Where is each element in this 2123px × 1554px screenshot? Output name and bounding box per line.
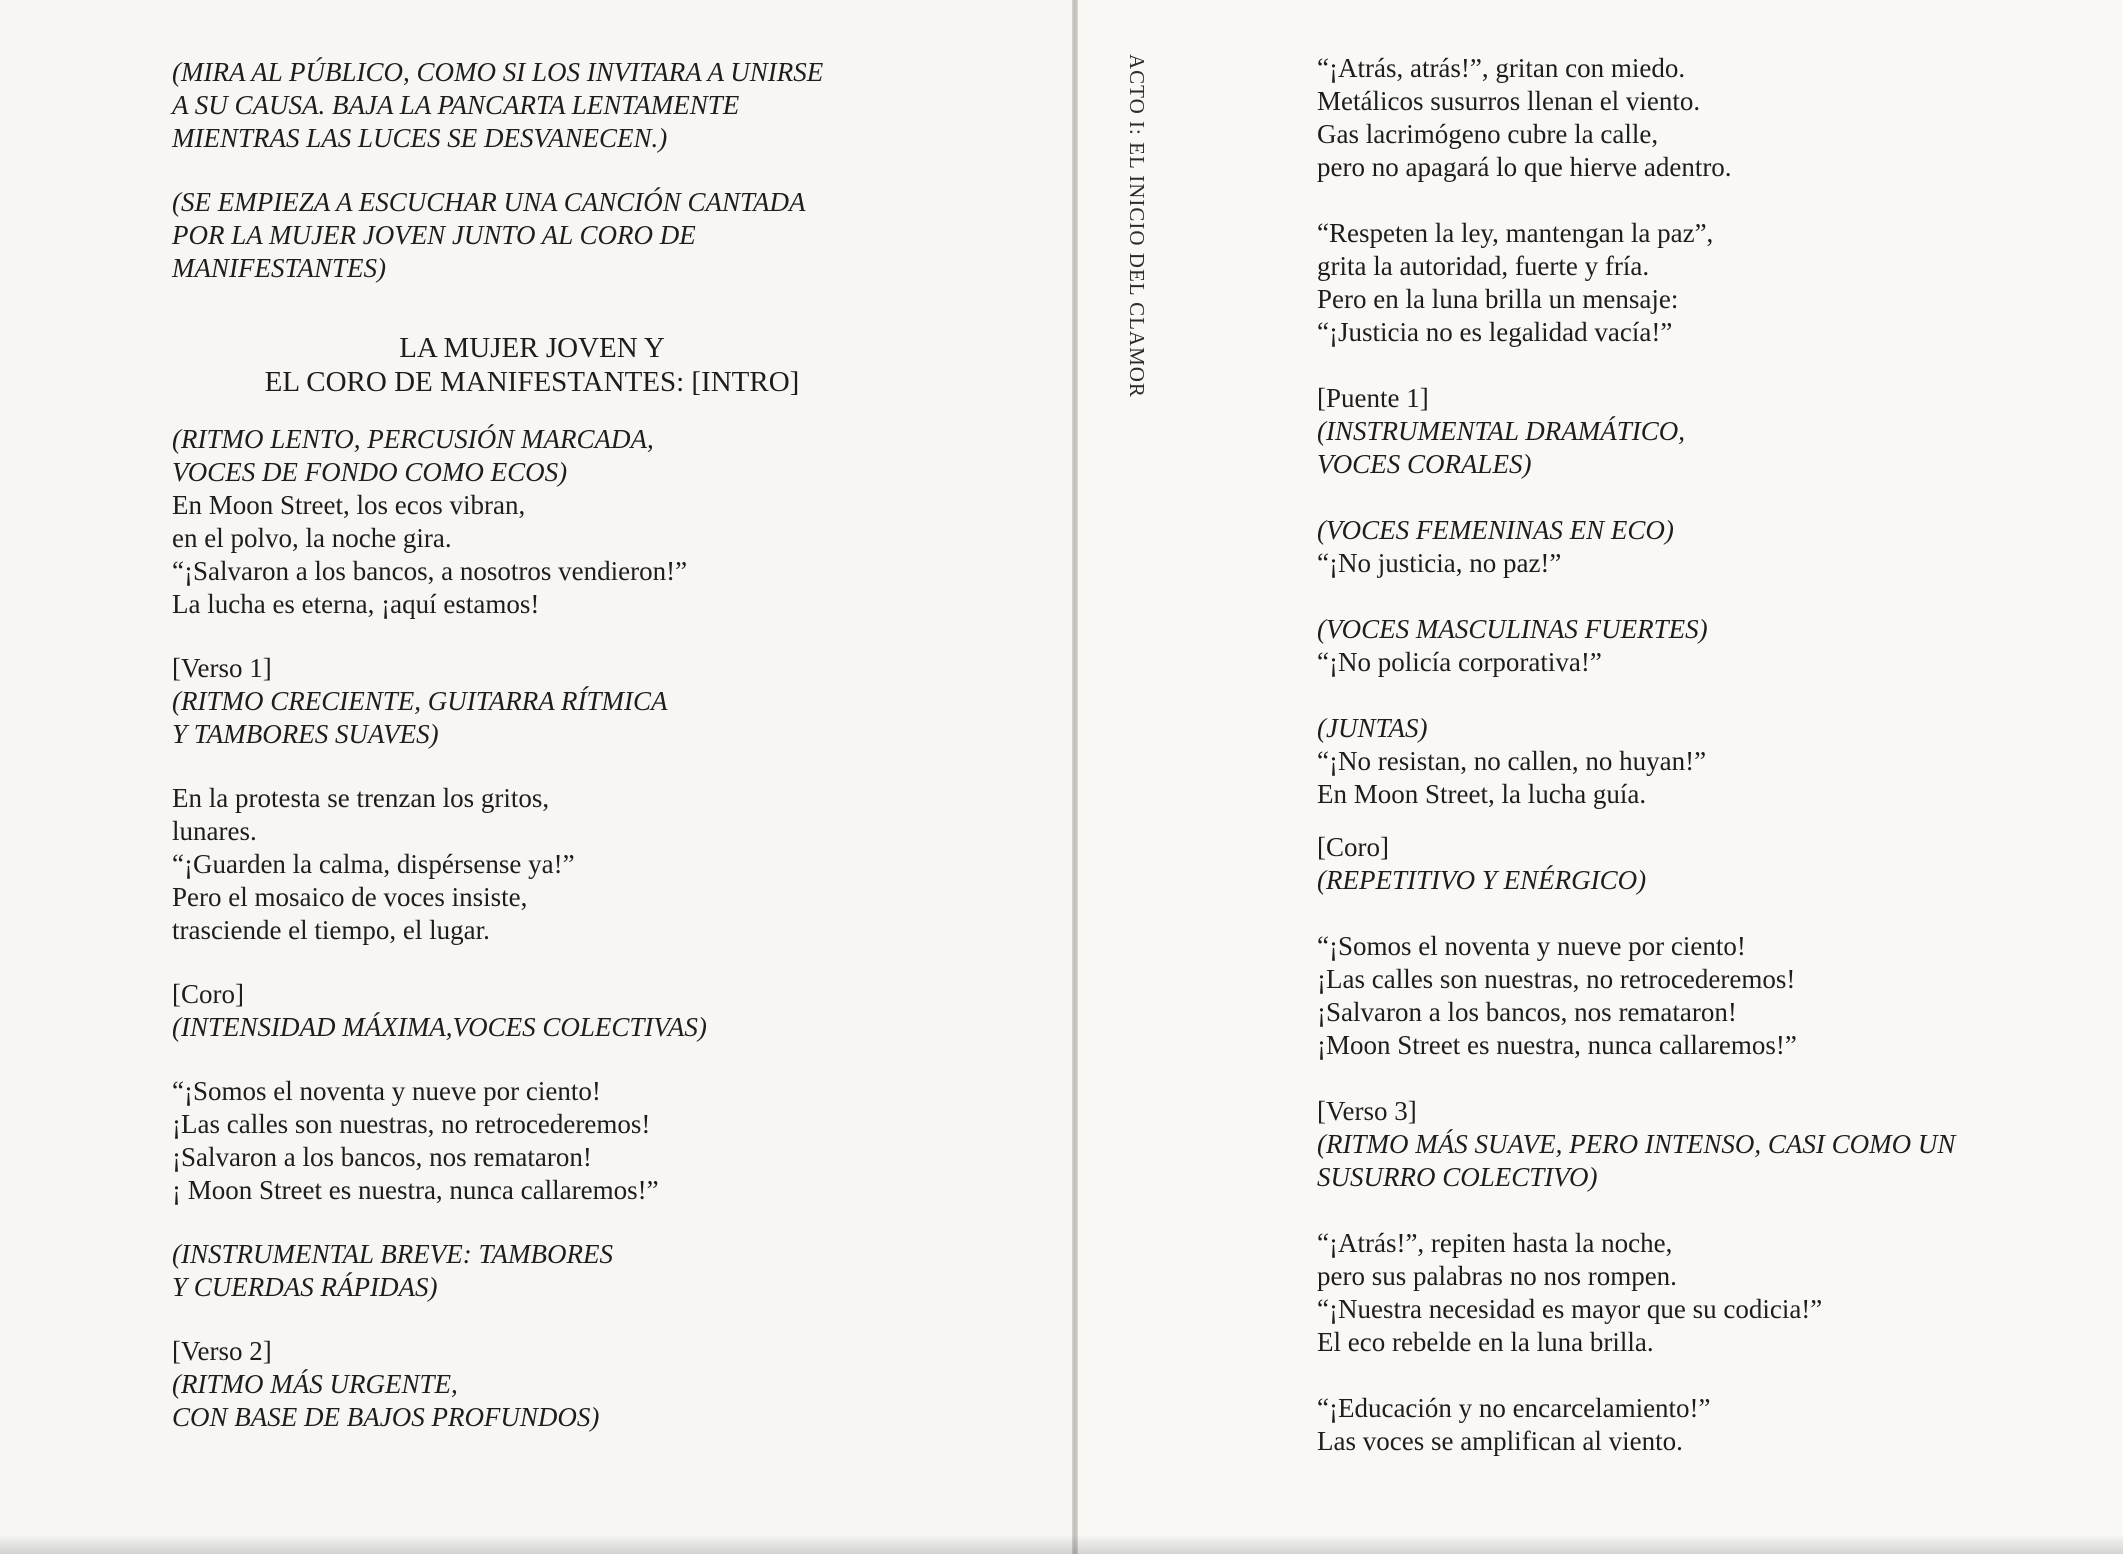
chorus-block <box>172 1075 1032 1207</box>
call-block <box>1317 514 2107 580</box>
left-text-column <box>172 56 1032 1465</box>
lyric-line: Metálicos susurros llenan el viento. <box>1317 86 1701 116</box>
direction-line: (VOCES FEMENINAS EN ECO) <box>1317 515 1674 545</box>
section-header <box>172 978 1032 1044</box>
stage-direction <box>172 56 1032 155</box>
text-line: POR LA MUJER JOVEN JUNTO AL CORO DE <box>172 220 696 250</box>
lyric-line: “¡Salvaron a los bancos, a nosotros vendieron!” <box>172 556 688 586</box>
section-heading: [Verso 2] <box>172 1336 272 1366</box>
direction-line: (RITMO CRECIENTE, GUITARRA RÍTMICA <box>172 686 668 716</box>
lyric-line: Pero el mosaico de voces insiste, <box>172 882 528 912</box>
lyric-line: ¡Salvaron a los bancos, nos remataron! <box>172 1142 592 1172</box>
direction-line: VOCES DE FONDO COMO ECOS) <box>172 457 568 487</box>
lyric-line: “¡No resistan, no callen, no huyan!” <box>1317 746 1707 776</box>
lyric-line: “¡Atrás!”, repiten hasta la noche, <box>1317 1228 1673 1258</box>
lyric-line: La lucha es eterna, ¡aquí estamos! <box>172 589 540 619</box>
page-edge-shadow <box>0 1534 2123 1554</box>
section-heading: [Puente 1] <box>1317 383 1429 413</box>
lyric-line: grita la autoridad, fuerte y fría. <box>1317 251 1650 281</box>
section-header <box>172 652 1032 751</box>
direction-line: Y TAMBORES SUAVES) <box>172 719 439 749</box>
section-heading: [Coro] <box>172 979 244 1009</box>
lyric-line: lunares. <box>172 816 257 846</box>
lyric-line: ¡Salvaron a los bancos, nos remataron! <box>1317 997 1737 1027</box>
section-heading: [Coro] <box>1317 832 1389 862</box>
title-line: LA MUJER JOVEN Y <box>399 332 665 364</box>
verse-block <box>1317 217 2107 349</box>
stage-direction <box>172 1238 1032 1304</box>
chorus-block <box>1317 930 2107 1062</box>
verse-block <box>172 423 1032 621</box>
lyric-line: “¡Guarden la calma, dispérsense ya!” <box>172 849 575 879</box>
direction-line: SUSURRO COLECTIVO) <box>1317 1162 1598 1192</box>
lyric-line: En Moon Street, la lucha guía. <box>1317 779 1647 809</box>
text-line: Y CUERDAS RÁPIDAS) <box>172 1272 438 1302</box>
direction-line: CON BASE DE BAJOS PROFUNDOS) <box>172 1402 600 1432</box>
lyric-line: ¡ Moon Street es nuestra, nunca callaremos!” <box>172 1175 659 1205</box>
section-heading: [Verso 3] <box>1317 1096 1417 1126</box>
direction-line: (RITMO MÁS SUAVE, PERO INTENSO, CASI COMO UN <box>1317 1129 1956 1159</box>
direction-line: (RITMO MÁS URGENTE, <box>172 1369 458 1399</box>
lyric-line: Gas lacrimógeno cubre la calle, <box>1317 119 1659 149</box>
lyric-line: “¡Educación y no encarcelamiento!” <box>1317 1393 1711 1423</box>
right-text-column <box>1317 52 2107 1491</box>
lyric-line: Pero en la luna brilla un mensaje: <box>1317 284 1679 314</box>
stage-direction <box>172 186 1032 285</box>
section-header <box>1317 1095 2107 1194</box>
section-heading: [Verso 1] <box>172 653 272 683</box>
verse-block <box>1317 1392 2107 1458</box>
text-line: (SE EMPIEZA A ESCUCHAR UNA CANCIÓN CANTADA <box>172 187 806 217</box>
section-header <box>1317 382 2107 481</box>
section-header <box>172 1335 1032 1434</box>
call-block <box>1317 712 2107 811</box>
direction-line: (VOCES MASCULINAS FUERTES) <box>1317 614 1708 644</box>
verse-block <box>172 782 1032 947</box>
song-title <box>172 331 892 399</box>
direction-line: (REPETITIVO Y ENÉRGICO) <box>1317 865 1647 895</box>
direction-line: (INSTRUMENTAL DRAMÁTICO, <box>1317 416 1686 446</box>
lyric-line: “¡Atrás, atrás!”, gritan con miedo. <box>1317 53 1686 83</box>
text-line: (MIRA AL PÚBLICO, COMO SI LOS INVITARA A UNIRSE <box>172 57 824 87</box>
text-line: MANIFESTANTES) <box>172 253 386 283</box>
lyric-line: “¡Justicia no es legalidad vacía!” <box>1317 317 1673 347</box>
text-line: MIENTRAS LAS LUCES SE DESVANECEN.) <box>172 123 668 153</box>
lyric-line: “¡Somos el noventa y nueve por ciento! <box>1317 931 1746 961</box>
direction-line: VOCES CORALES) <box>1317 449 1532 479</box>
lyric-line: Las voces se amplifican al viento. <box>1317 1426 1683 1456</box>
lyric-line: “¡Nuestra necesidad es mayor que su codicia!” <box>1317 1294 1823 1324</box>
lyric-line: En Moon Street, los ecos vibran, <box>172 490 526 520</box>
lyric-line: en el polvo, la noche gira. <box>172 523 452 553</box>
direction-line: (JUNTAS) <box>1317 713 1428 743</box>
lyric-line: trasciende el tiempo, el lugar. <box>172 915 490 945</box>
lyric-line: “¡No policía corporativa!” <box>1317 647 1602 677</box>
text-line: A SU CAUSA. BAJA LA PANCARTA LENTAMENTE <box>172 90 740 120</box>
verse-block <box>1317 52 2107 184</box>
verse-block <box>1317 1227 2107 1359</box>
running-head: ACTO I: EL INICIO DEL CLAMOR <box>1125 54 1149 398</box>
lyric-line: pero sus palabras no nos rompen. <box>1317 1261 1677 1291</box>
lyric-line: pero no apagará lo que hierve adentro. <box>1317 152 1732 182</box>
lyric-line: ¡Las calles son nuestras, no retrocederemos! <box>1317 964 1796 994</box>
lyric-line: En la protesta se trenzan los gritos, <box>172 783 550 813</box>
text-line: (INSTRUMENTAL BREVE: TAMBORES <box>172 1239 613 1269</box>
lyric-line: “¡Somos el noventa y nueve por ciento! <box>172 1076 601 1106</box>
lyric-line: “¡No justicia, no paz!” <box>1317 548 1562 578</box>
direction-line: (RITMO LENTO, PERCUSIÓN MARCADA, <box>172 424 654 454</box>
title-line: EL CORO DE MANIFESTANTES: [INTRO] <box>264 366 800 398</box>
call-block <box>1317 613 2107 679</box>
lyric-line: ¡Las calles son nuestras, no retrocederemos! <box>172 1109 651 1139</box>
lyric-line: El eco rebelde en la luna brilla. <box>1317 1327 1654 1357</box>
lyric-line: “Respeten la ley, mantengan la paz”, <box>1317 218 1714 248</box>
section-header <box>1317 831 2107 897</box>
lyric-line: ¡Moon Street es nuestra, nunca callaremos!” <box>1317 1030 1797 1060</box>
direction-line: (INTENSIDAD MÁXIMA,VOCES COLECTIVAS) <box>172 1012 707 1042</box>
